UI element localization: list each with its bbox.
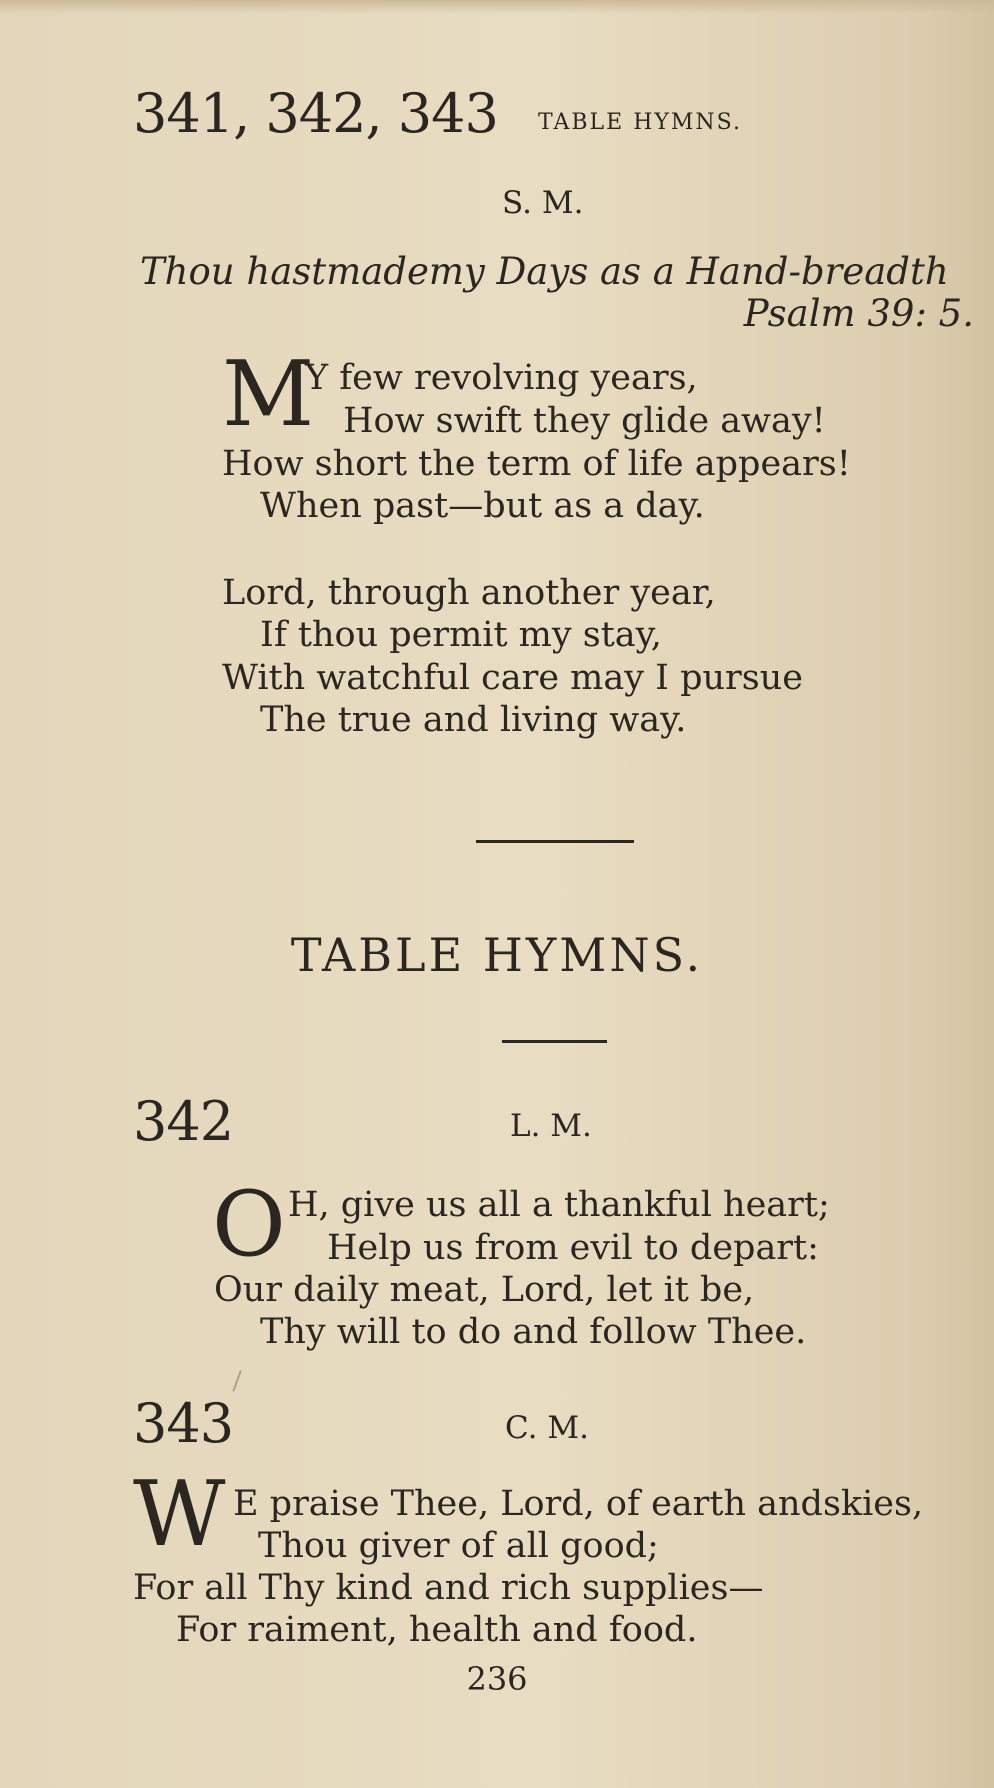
hymn-341-s2-line2: If thou permit my stay,	[260, 615, 662, 655]
hymn-343-meter: C. M.	[505, 1410, 589, 1446]
hymn-342-drop-cap: O	[212, 1172, 286, 1277]
hymn-341-s2-line4: The true and living way.	[260, 700, 687, 740]
hymn-341-epigraph: Thou hastmademy Days as a Hand-breadth	[140, 250, 949, 293]
hymn-341-drop-cap: M	[222, 342, 315, 447]
hymn-342-line3: Our daily meat, Lord, let it be,	[214, 1270, 755, 1310]
hymn-341-reference: Psalm 39: 5.	[743, 292, 974, 335]
hymn-342-line2: Help us from evil to depart:	[327, 1228, 819, 1268]
hymn-342-line4: Thy will to do and follow Thee.	[260, 1312, 807, 1352]
section-divider-bottom	[502, 1040, 607, 1043]
section-divider-top	[476, 840, 634, 843]
hymn-342-meter: L. M.	[510, 1108, 592, 1144]
hymn-343-drop-cap: W	[133, 1462, 226, 1567]
hymn-343-line1: E praise Thee, Lord, of earth andskies,	[233, 1484, 924, 1524]
hymn-341-s1-line2: How swift they glide away!	[343, 401, 826, 441]
hymn-342-line1: H, give us all a thankful heart;	[288, 1185, 830, 1225]
hymn-341-s2-line3: With watchful care may I pursue	[222, 658, 803, 698]
hymn-341-s1-line1: Y few revolving years,	[305, 358, 698, 398]
hymn-343-line3: For all Thy kind and rich supplies—	[133, 1568, 764, 1608]
page-number: 236	[466, 1660, 528, 1698]
ink-mark	[232, 1370, 241, 1391]
header-running-title: TABLE HYMNS.	[538, 110, 742, 135]
section-title: TABLE HYMNS.	[290, 928, 704, 982]
hymn-341-s2-line1: Lord, through another year,	[222, 573, 716, 613]
hymn-341-s1-line4: When past—but as a day.	[260, 486, 705, 526]
header-hymn-numbers: 341, 342, 343	[133, 82, 498, 145]
hymn-343-line4: For raiment, health and food.	[176, 1610, 698, 1650]
hymn-341-s1-line3: How short the term of life appears!	[222, 444, 851, 484]
hymn-342-number: 342	[133, 1090, 234, 1153]
hymn-343-line2: Thou giver of all good;	[258, 1526, 659, 1566]
page-top-edge	[0, 0, 994, 14]
hymn-341-meter: S. M.	[502, 185, 584, 221]
hymn-343-number: 343	[133, 1392, 234, 1455]
